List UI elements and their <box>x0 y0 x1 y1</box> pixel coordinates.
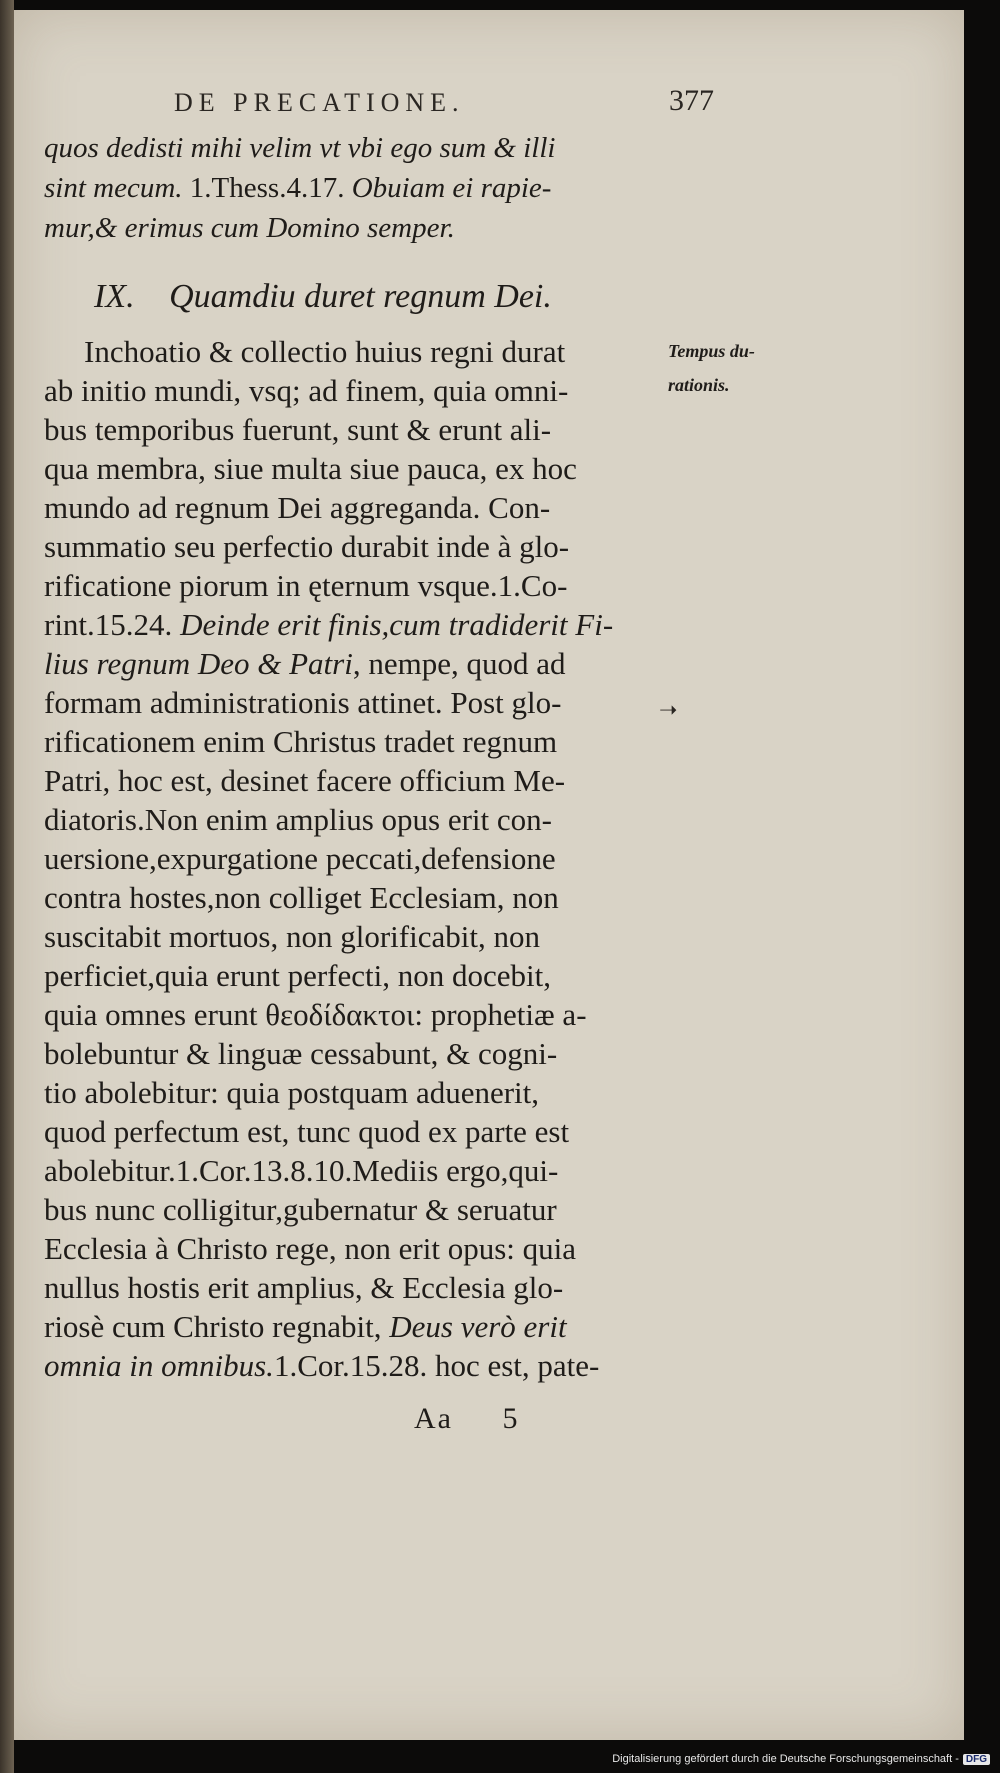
text-line <box>44 168 714 208</box>
section-number: IX. <box>94 278 135 315</box>
book-page <box>14 10 964 1740</box>
section-heading <box>94 278 552 316</box>
body-paragraph <box>44 332 684 1385</box>
signature-letters: Aa <box>414 1402 453 1435</box>
page-header <box>164 84 714 124</box>
signature-mark <box>414 1402 519 1436</box>
text-line: quia omnes erunt θεοδίδακτοι: prophetiæ a- <box>44 997 587 1032</box>
margin-arrow-icon: ➝ <box>659 698 678 723</box>
text-line: mur,& erimus cum Domino semper. <box>44 212 455 244</box>
text-fragment: lius regnum Deo & Patri <box>44 646 353 681</box>
text-line <box>44 1346 684 1385</box>
footer-credit: Digitalisierung gefördert durch die Deutsche Forschungsgemeinschaft - <box>612 1753 959 1765</box>
dfg-logo-icon: DFG <box>963 1754 990 1765</box>
text-fragment: riosè cum Christo regnabit, <box>44 1309 382 1344</box>
text-fragment: Deinde erit finis,cum tradiderit Fi- <box>180 607 614 642</box>
signature-number: 5 <box>502 1402 520 1435</box>
intro-paragraph <box>44 128 714 248</box>
text-line: diatoris.Non enim amplius opus erit con- <box>44 802 552 837</box>
text-line: Ecclesia à Christo rege, non erit opus: quia <box>44 1231 577 1266</box>
text-fragment: Obuiam ei rapie- <box>351 172 552 204</box>
text-line: summatio seu perfectio durabit inde à glo- <box>44 529 570 564</box>
section-title: Quamdiu duret regnum Dei. <box>169 278 552 315</box>
text-line: formam administrationis attinet. Post glo- <box>44 685 562 720</box>
text-line: uersione,expurgatione peccati,defensione <box>44 841 556 876</box>
text-line: quos dedisti mihi velim vt vbi ego sum & illi <box>44 132 556 164</box>
text-fragment: rint.15.24. <box>44 607 173 642</box>
text-line: bus temporibus fuerunt, sunt & erunt ali- <box>44 412 552 447</box>
text-line: bus nunc colligitur,gubernatur & seruatur <box>44 1192 557 1227</box>
text-line: rificatione piorum in ęternum vsque.1.Co- <box>44 568 568 603</box>
page-number: 377 <box>669 84 714 117</box>
text-line: contra hostes,non colliget Ecclesiam, non <box>44 880 559 915</box>
text-line: bolebuntur & linguæ cessabunt, & cogni- <box>44 1036 558 1071</box>
digitization-footer <box>612 1749 990 1769</box>
text-line: rificationem enim Christus tradet regnum <box>44 724 558 759</box>
text-fragment: omnia in omnibus. <box>44 1348 274 1383</box>
book-edge <box>0 0 14 1773</box>
text-line: nullus hostis erit amplius, & Ecclesia glo- <box>44 1270 564 1305</box>
text-line <box>44 605 684 644</box>
text-fragment: , nempe, quod ad <box>352 646 566 681</box>
text-line: Patri, hoc est, desinet facere officium Me- <box>44 763 566 798</box>
margin-note-line: Tempus du- <box>668 341 755 361</box>
text-line <box>44 644 684 683</box>
text-line: abolebitur.1.Cor.13.8.10.Mediis ergo,qui- <box>44 1153 559 1188</box>
running-title: DE PRECATIONE. <box>174 88 465 117</box>
text-line: ab initio mundi, vsq; ad finem, quia omni- <box>44 373 569 408</box>
text-line: suscitabit mortuos, non glorificabit, non <box>44 919 540 954</box>
text-line <box>44 1307 684 1346</box>
text-line: quod perfectum est, tunc quod ex parte est <box>44 1114 570 1149</box>
margin-note-line: rationis. <box>668 375 730 395</box>
text-fragment: sint mecum. <box>44 172 183 204</box>
text-line: perficiet,quia erunt perfecti, non docebit, <box>44 958 551 993</box>
text-line: tio abolebitur: quia postquam aduenerit, <box>44 1075 540 1110</box>
margin-note <box>668 334 788 402</box>
text-line: qua membra, siue multa siue pauca, ex hoc <box>44 451 577 486</box>
text-fragment: 1.Cor.15.28. hoc est, pate- <box>273 1348 600 1383</box>
text-line: mundo ad regnum Dei aggreganda. Con- <box>44 490 551 525</box>
text-line: Inchoatio & collectio huius regni durat <box>84 334 566 369</box>
text-fragment: 1.Thess.4.17. <box>189 172 345 204</box>
text-fragment: Deus verò erit <box>389 1309 567 1344</box>
